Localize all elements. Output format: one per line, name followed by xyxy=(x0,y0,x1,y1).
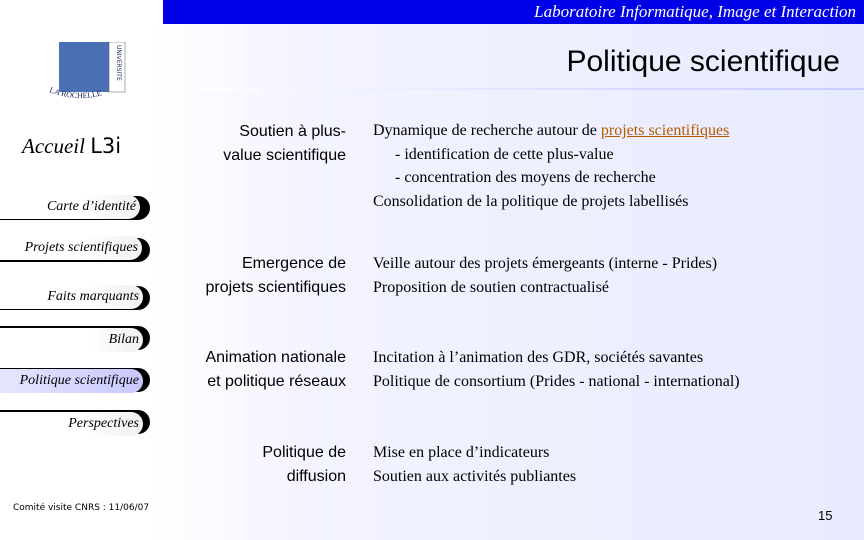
row-label-line: Animation nationale xyxy=(205,349,346,366)
nav-item-perspectives[interactable]: Perspectives xyxy=(0,412,143,436)
title-underline xyxy=(200,88,864,90)
row-desc-diffusion xyxy=(373,441,843,488)
accueil-l3i: L3i xyxy=(90,134,122,158)
row-desc-line: Politique de consortium (Prides - national - international) xyxy=(373,372,740,390)
nav-item-carte-identite[interactable]: Carte d’identité xyxy=(0,195,140,219)
row-label-line: Politique de xyxy=(262,444,346,461)
desc-prefix: Dynamique de recherche autour de xyxy=(373,122,601,139)
row-label-diffusion xyxy=(156,441,346,489)
row-label-line: Soutien à plus- xyxy=(239,123,346,140)
projets-scientifiques-link[interactable]: projets scientifiques xyxy=(600,122,730,139)
nav-item-projets-scientifiques[interactable]: Projets scientifiques xyxy=(0,236,142,260)
row-desc-animation xyxy=(373,346,843,393)
footer-visit-date: Comité visite CNRS : 11/06/07 xyxy=(13,503,150,513)
nav-item-faits-marquants[interactable]: Faits marquants xyxy=(0,285,143,309)
row-label-line: Emergence de xyxy=(241,255,346,272)
row-desc-line: Mise en place d’indicateurs xyxy=(373,444,550,461)
row-desc-line: - identification de cette plus-value xyxy=(395,145,614,163)
accueil-label: Accueil xyxy=(22,134,85,158)
row-desc-line: Proposition de soutien contractualisé xyxy=(373,278,609,296)
nav-accueil[interactable] xyxy=(22,134,121,159)
page-number: 15 xyxy=(818,508,833,523)
row-label-emergence xyxy=(156,252,346,300)
row-desc-line: - concentration des moyens de recherche xyxy=(395,169,656,186)
nav-item-bilan[interactable]: Bilan xyxy=(0,328,143,352)
row-label-line: value scientifique xyxy=(223,147,346,164)
row-desc-line: Soutien aux activités publiantes xyxy=(373,467,577,485)
university-logo xyxy=(45,42,127,106)
page-title: Politique scientifique xyxy=(566,45,840,78)
logo-text-top: UNIVERSITE xyxy=(115,45,122,81)
lab-banner: Laboratoire Informatique, Image et Interaction xyxy=(163,0,864,24)
row-desc-emergence xyxy=(373,252,843,299)
row-label-line: projets scientifiques xyxy=(205,279,346,296)
row-desc-line: Incitation à l’animation des GDR, sociétés savantes xyxy=(373,349,704,366)
row-label-soutien xyxy=(156,120,346,168)
row-desc-line xyxy=(373,119,843,143)
row-desc-soutien xyxy=(373,119,843,213)
nav-item-politique-scientifique[interactable]: Politique scientifique xyxy=(0,369,143,393)
row-label-line: et politique réseaux xyxy=(207,373,346,390)
row-desc-line: Consolidation de la politique de projets labellisés xyxy=(373,192,689,210)
row-desc-line: Veille autour des projets émergeants (interne - Prides) xyxy=(373,255,718,272)
row-label-line: diffusion xyxy=(286,468,346,485)
logo-text-bottom: LA ROCHELLE xyxy=(48,85,103,101)
row-label-animation xyxy=(156,346,346,394)
